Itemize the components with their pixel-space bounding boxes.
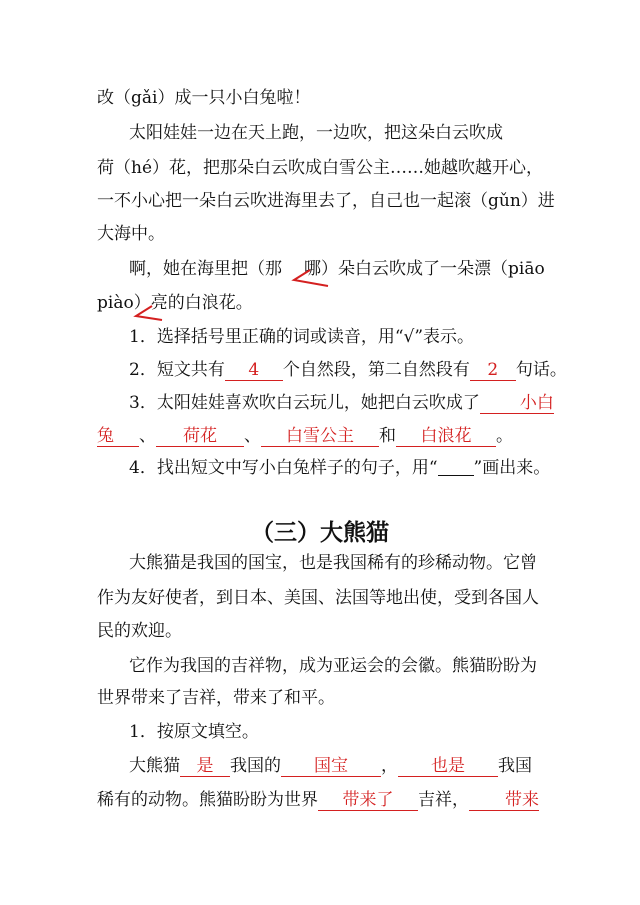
checkmark-icon	[290, 266, 332, 290]
story-p1-line1: 太阳娃娃一边在天上跑，一边吹，把这朵白云吹成	[129, 123, 503, 143]
separator: 、	[244, 426, 261, 446]
panda-fill-line2	[97, 788, 539, 812]
separator: 、	[139, 426, 156, 446]
answer-paragraph-count: 4	[225, 361, 283, 381]
answer-brought: 带来了	[318, 791, 418, 811]
question-2-text-c: 句话。	[515, 360, 567, 380]
conjunction-and: 和	[379, 426, 396, 446]
answer-shi: 是	[180, 757, 230, 777]
answer-snow-white: 白雪公主	[261, 427, 379, 447]
story-p2-line1	[129, 257, 545, 281]
question-4	[129, 456, 550, 480]
story-p2-line1-part2: 哪）朵白云吹成了一朵漂（piāo	[304, 259, 545, 279]
question-2	[129, 358, 567, 382]
answer-also-is: 也是	[398, 757, 498, 777]
panda-p1-line3: 民的欢迎。	[97, 621, 182, 641]
fill-text-c: ，	[381, 756, 398, 776]
answer-national-treasure: 国宝	[281, 757, 381, 777]
question-3-line2	[97, 424, 513, 448]
story-line-0: 改（gǎi）成一只小白兔啦！	[97, 88, 311, 108]
section-title: （三）大熊猫	[251, 520, 389, 546]
panda-p1-line1: 大熊猫是我国的国宝，也是我国稀有的珍稀动物。它曾	[129, 553, 537, 573]
fill-text-a: 大熊猫	[129, 756, 180, 776]
answer-brought-2: 带来	[469, 791, 539, 811]
story-p1-line3: 一不小心把一朵白云吹进海里去了，自己也一起滚（gǔn）进	[97, 191, 555, 211]
question-4-text-b: ”画出来。	[473, 458, 551, 478]
panda-p2-line1: 它作为我国的吉祥物，成为亚运会的会徽。熊猫盼盼为	[129, 656, 537, 676]
question-4-text-a: 4．找出短文中写小白兔样子的句子，用“	[129, 458, 438, 478]
panda-p1-line2: 作为友好使者，到日本、美国、法国等地出使，受到各国人	[97, 588, 539, 608]
story-p2-line2: piào）亮的白浪花。	[97, 293, 253, 313]
story-p1-line4: 大海中。	[97, 224, 165, 244]
answer-sentence-count: 2	[470, 361, 516, 381]
question-1: 1．选择括号里正确的词或读音，用“√”表示。	[129, 327, 475, 347]
question-2-text-b: 个自然段，第二自然段有	[282, 360, 470, 380]
underline-sample	[438, 461, 474, 476]
fill2-text-a: 稀有的动物。熊猫盼盼为世界	[97, 790, 318, 810]
panda-fill-line1	[129, 754, 532, 778]
fill2-text-b: 吉祥，	[418, 790, 469, 810]
fill-text-d: 我国	[498, 756, 532, 776]
period: 。	[496, 426, 513, 446]
checkmark-icon	[132, 304, 166, 326]
panda-p2-line2: 世界带来了吉祥，带来了和平。	[97, 688, 335, 708]
question-3-text: 3．太阳娃娃喜欢吹白云玩儿，她把白云吹成了	[129, 393, 480, 413]
answer-little-white-rabbit-part2: 兔	[97, 427, 139, 447]
answer-lotus: 荷花	[156, 427, 244, 447]
fill-text-b: 我国的	[230, 756, 281, 776]
story-p1-line2: 荷（hé）花，把那朵白云吹成白雪公主……她越吹越开心，	[97, 158, 544, 178]
panda-question-1: 1．按原文填空。	[129, 722, 259, 742]
question-3-line1	[129, 391, 554, 415]
answer-little-white-rabbit-part1: 小白	[480, 394, 554, 414]
story-p2-line1-part1: 啊，她在海里把（那	[129, 259, 282, 279]
answer-white-wave: 白浪花	[396, 427, 496, 447]
question-2-text-a: 2．短文共有	[129, 360, 225, 380]
